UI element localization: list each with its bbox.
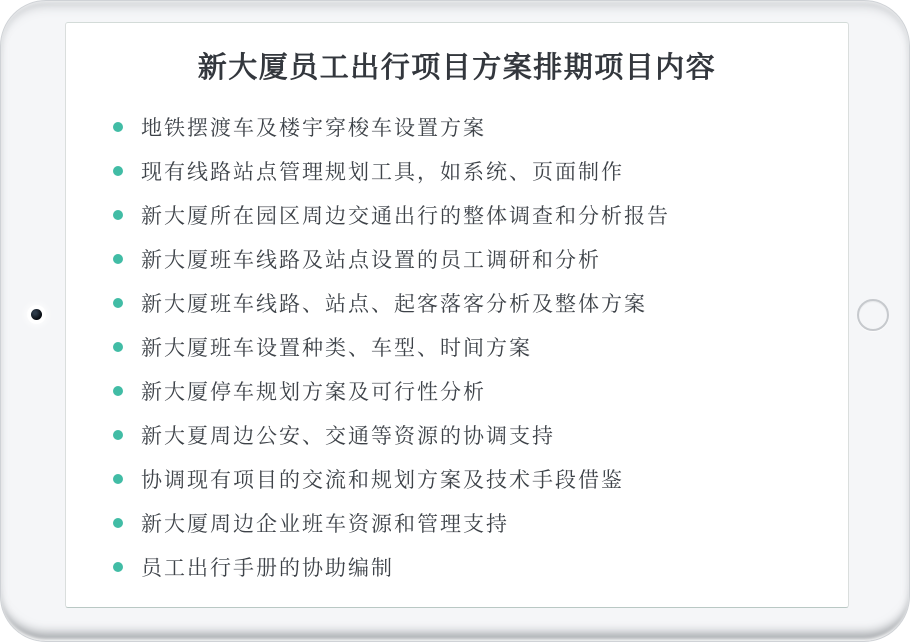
list-item	[113, 413, 848, 457]
bullet-icon	[113, 386, 123, 396]
item-list	[66, 105, 848, 589]
list-item-text: 新大厦班车线路、站点、起客落客分析及整体方案	[141, 293, 647, 316]
list-item-text: 新大厦所在园区周边交通出行的整体调查和分析报告	[141, 205, 670, 228]
list-item	[113, 237, 848, 281]
list-item	[113, 545, 848, 589]
list-item	[113, 369, 848, 413]
bullet-icon	[113, 122, 123, 132]
bullet-icon	[113, 430, 123, 440]
bullet-icon	[113, 254, 123, 264]
bullet-icon	[113, 342, 123, 352]
list-item	[113, 149, 848, 193]
list-item-text: 地铁摆渡车及楼宇穿梭车设置方案	[141, 117, 486, 140]
list-item-text: 新大厦班车线路及站点设置的员工调研和分析	[141, 249, 601, 272]
list-item	[113, 325, 848, 369]
list-item	[113, 501, 848, 545]
list-item-text: 新大厦班车设置种类、车型、时间方案	[141, 337, 532, 360]
list-item	[113, 457, 848, 501]
list-item	[113, 281, 848, 325]
camera-icon	[31, 309, 42, 320]
list-item-text: 新大厦周边企业班车资源和管理支持	[141, 513, 509, 536]
bullet-icon	[113, 474, 123, 484]
list-item-text: 新大夏周边公安、交通等资源的协调支持	[141, 425, 555, 448]
list-item-text: 员工出行手册的协助编制	[141, 557, 394, 580]
bullet-icon	[113, 210, 123, 220]
tablet-screen	[65, 22, 849, 608]
bullet-icon	[113, 166, 123, 176]
list-item	[113, 193, 848, 237]
bullet-icon	[113, 562, 123, 572]
list-item-text: 现有线路站点管理规划工具，如系统、页面制作	[141, 161, 624, 184]
list-item	[113, 105, 848, 149]
list-item-text: 协调现有项目的交流和规划方案及技术手段借鉴	[141, 469, 624, 492]
home-button[interactable]	[857, 299, 889, 331]
page-title: 新大厦员工出行项目方案排期项目内容	[197, 52, 717, 84]
bullet-icon	[113, 298, 123, 308]
list-item-text: 新大厦停车规划方案及可行性分析	[141, 381, 486, 404]
bullet-icon	[113, 518, 123, 528]
